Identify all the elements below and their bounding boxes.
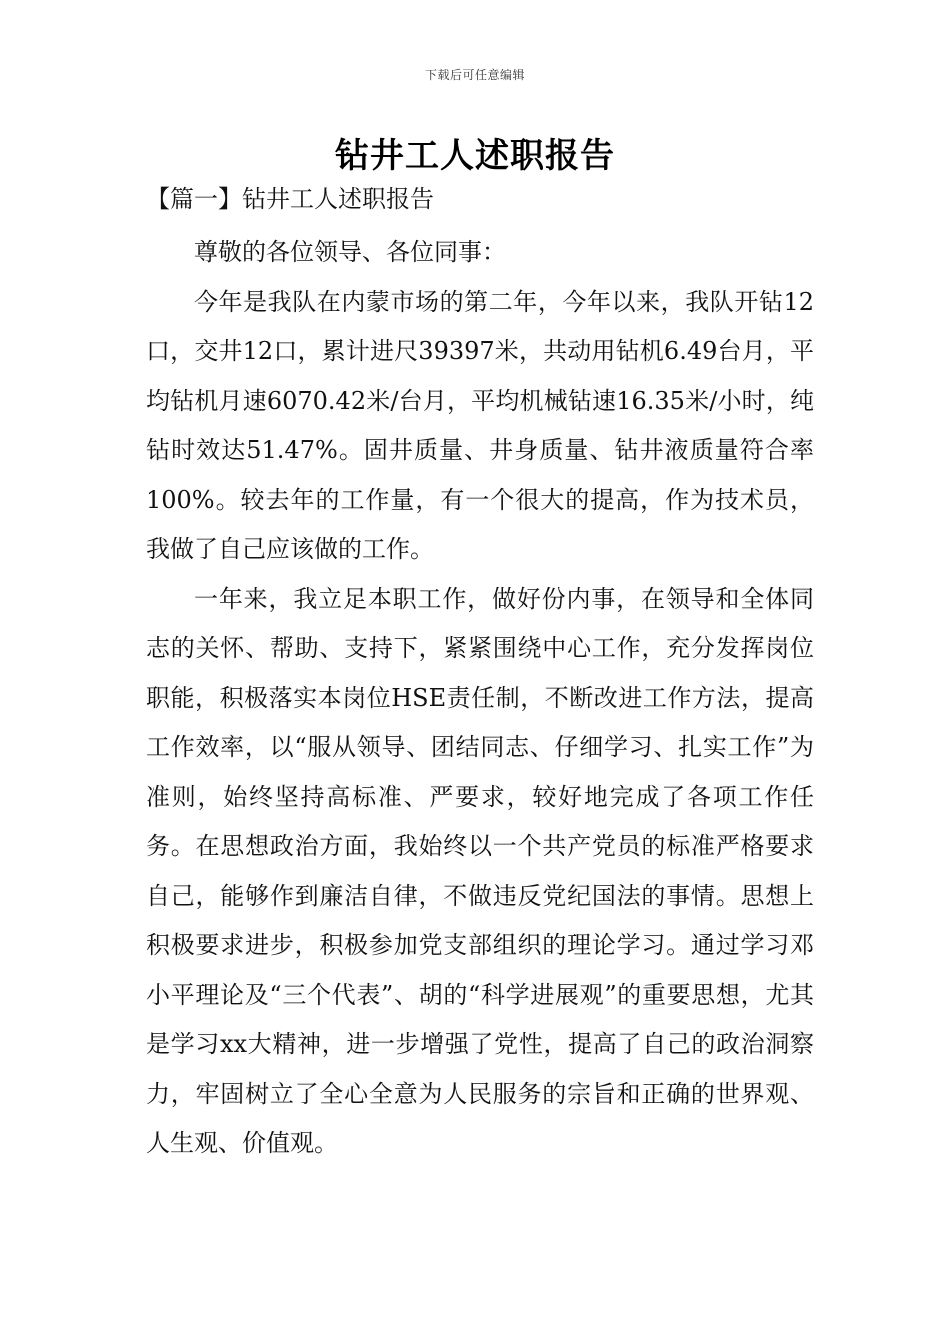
paragraph-1: 今年是我队在内蒙市场的第二年，今年以来，我队开钻12口，交井12口，累计进尺39397米，共动用钻机6.49台月，平均钻机月速6070.42米/台月，平均机械钻速16.35米/小时，纯钻时效达51.47%。固井质量、井身质量、钻井液质量符合率100%。较去年的工作量，有一个很大的提高，作为技术员，我做了自己应该做的工作。 <box>146 287 814 563</box>
document-title: 钻井工人述职报告 <box>335 136 615 176</box>
section-heading: 【篇一】钻井工人述职报告 <box>146 185 434 213</box>
paragraph-2: 一年来，我立足本职工作，做好份内事，在领导和全体同志的关怀、帮助、支持下，紧紧围绕中心工作，充分发挥岗位职能，积极落实本岗位HSE责任制，不断改进工作方法，提高工作效率，以“服从领导、团结同志、仔细学习、扎实工作”为准则，始终坚持高标准、严要求，较好地完成了各项工作任务。在思想政治方面，我始终以一个共产党员的标准严格要求自己，能够作到廉洁自律，不做违反党纪国法的事情。思想上积极要求进步，积极参加党支部组织的理论学习。通过学习邓小平理论及“三个代表”、胡的“科学进展观”的重要思想，尤其是学习xx大精神，进一步增强了党性，提高了自己的政治洞察力，牢固树立了全心全意为人民服务的宗旨和正确的世界观、人生观、价值观。 <box>146 584 814 1157</box>
document-body <box>146 228 814 1169</box>
salutation: 尊敬的各位领导、各位同事： <box>194 238 506 266</box>
header-note: 下载后可任意编辑 <box>424 68 525 82</box>
